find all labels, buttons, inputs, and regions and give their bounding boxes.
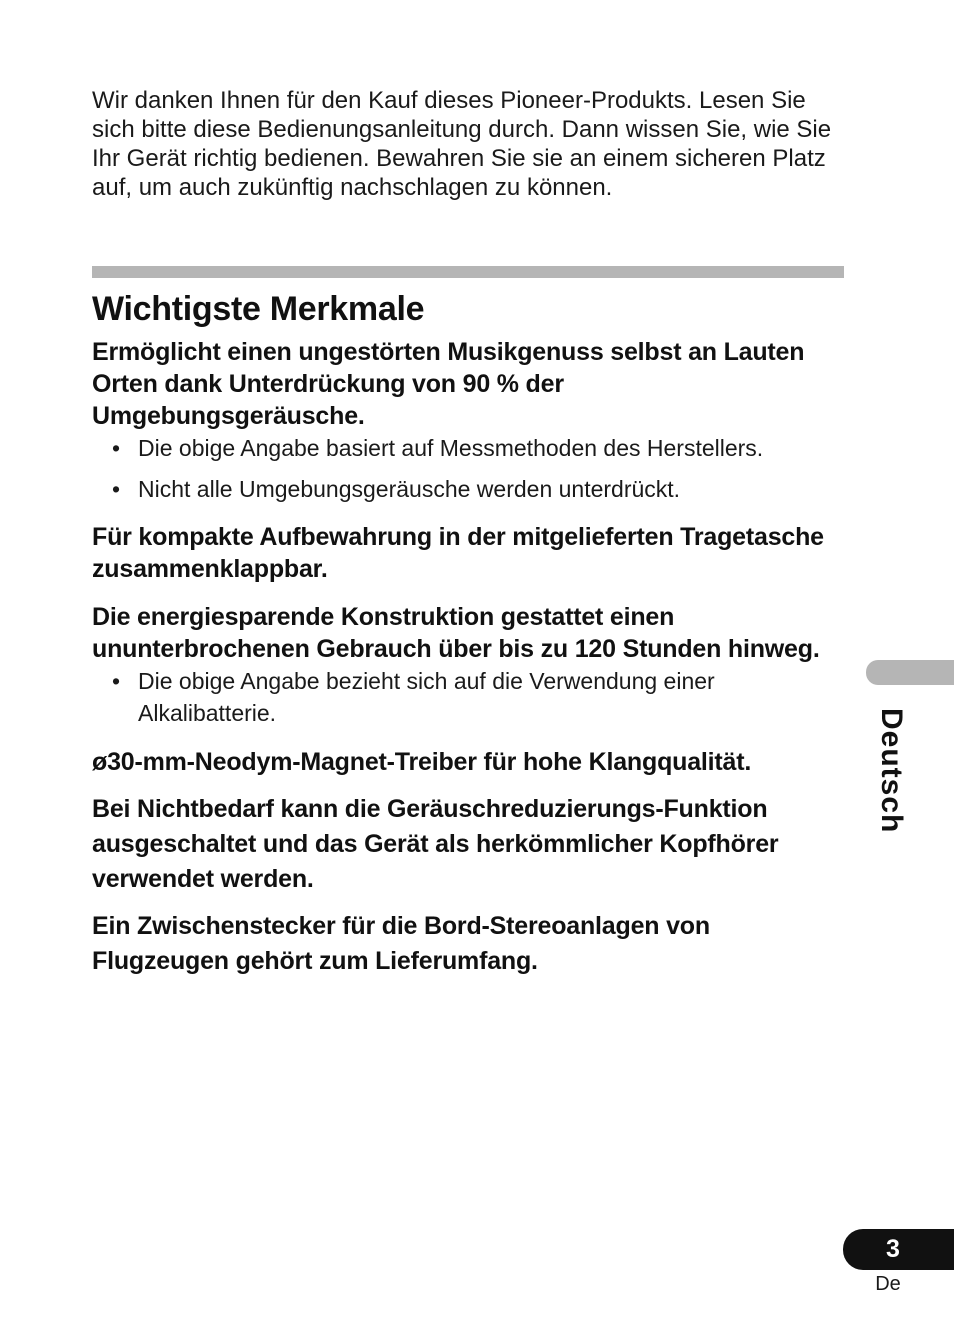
- feature-noise-cancel: Ermöglicht einen ungestörten Musikgenuss selbst an Lauten Orten dank Unterdrückung von 90 % der Umgebungsgeräusche.: [92, 338, 805, 430]
- note-text: Die obige Angabe bezieht sich auf die Verwendung einer Alkalibatterie.: [138, 668, 715, 726]
- features-section: [92, 288, 832, 979]
- language-tab-bar: [866, 660, 954, 685]
- feature-switch-off: Bei Nichtbedarf kann die Geräuschreduzierungs-Funktion ausgeschaltet und das Gerät als herkömmlicher Kopfhörer verwendet werden.: [92, 795, 779, 893]
- note-item: [92, 473, 832, 505]
- note-text: Die obige Angabe basiert auf Messmethoden des Herstellers.: [138, 435, 764, 461]
- note-text: Nicht alle Umgebungsgeräusche werden unterdrückt.: [138, 476, 681, 502]
- section-heading: Wichtigste Merkmale: [92, 290, 425, 328]
- feature-noise-cancel-notes: [92, 432, 832, 505]
- feature-driver: ø30-mm-Neodym-Magnet-Treiber für hohe Klangqualität.: [92, 748, 752, 776]
- page-number: 3: [843, 1229, 954, 1270]
- feature-battery-life-notes: [92, 665, 832, 729]
- intro-paragraph: Wir danken Ihnen für den Kauf dieses Pioneer-Produkts. Lesen Sie sich bitte diese Bedienungsanleitung durch. Dann wissen Sie, wie Sie Ihr Gerät richtig bedienen. Bewahren Sie sie an einem sicheren Platz auf, um auch zukünftig nachschlagen zu können.: [92, 87, 832, 201]
- feature-foldable: Für kompakte Aufbewahrung in der mitgelieferten Tragetasche zusammenklappbar.: [92, 523, 824, 583]
- bullet-icon: •: [112, 435, 121, 461]
- page-language-code: De: [875, 1273, 901, 1295]
- section-divider: [92, 266, 844, 278]
- feature-airline-adapter: Ein Zwischenstecker für die Bord-Stereoanlagen von Flugzeugen gehört zum Lieferumfang.: [92, 912, 710, 975]
- bullet-icon: •: [112, 476, 121, 502]
- feature-battery-life: Die energiesparende Konstruktion gestattet einen ununterbrochenen Gebrauch über bis zu 120 Stunden hinweg.: [92, 603, 820, 663]
- note-item: [92, 432, 832, 464]
- language-label: Deutsch: [875, 708, 908, 834]
- note-item: [92, 665, 832, 729]
- bullet-icon: •: [112, 668, 121, 694]
